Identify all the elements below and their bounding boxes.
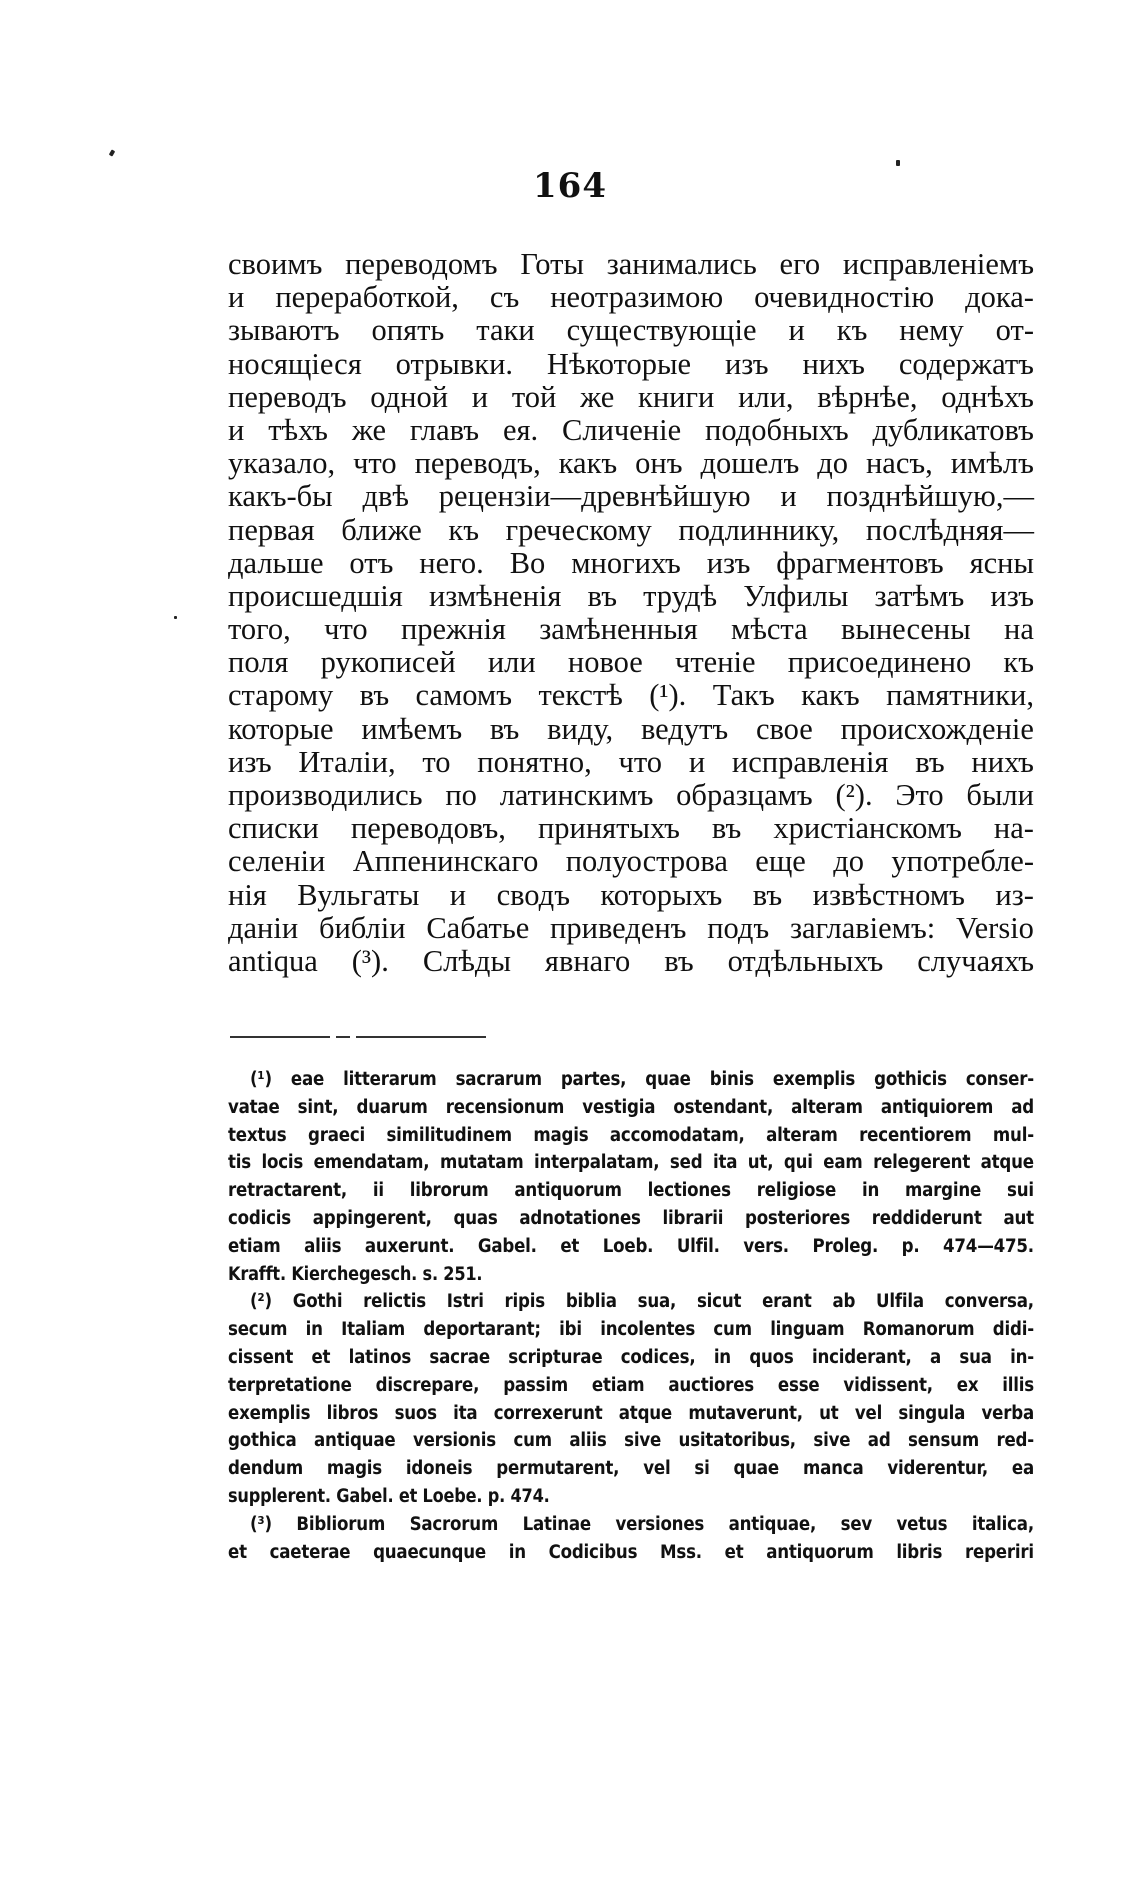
footnote-line: codicis appingerent, quas adnotationes librarii posteriores reddiderunt aut [228,1207,1034,1229]
text-line: селеніи Аппенинскаго полуострова еще до употребле- [228,844,1034,879]
text-line: дальше отъ него. Во многихъ изъ фрагментовъ ясны [228,545,1034,580]
footnote-line: Krafft. Kierchegesch. s. 251. [228,1263,483,1285]
text-line: своимъ переводомъ Готы занимались его исправленіемъ [228,247,1034,281]
footnote-line: retractarent, ii librorum antiquorum lectiones religiose in margine sui [228,1180,1034,1202]
text-line: зываютъ опять таки существующіе и къ нему от- [228,313,1034,348]
footnote-line: secum in Italiam deportarant; ibi incolentes cum linguam Romanorum didi- [228,1319,1034,1341]
footnote-line: cissent et latinos sacrae scripturae codices, in quos inciderant, a sua in- [228,1346,1034,1368]
footnote-line: (²) Gothi relictis Istri ripis biblia sua, sicut erant ab Ulfila conversa, [250,1291,1034,1313]
text-line: antiqua (³). Слѣды явнаго въ отдѣльныхъ случаяхъ [228,943,1034,978]
stray-mark [174,616,177,619]
footnote-line: et caeterae quaecunque in Codicibus Mss. et antiquorum libris reperiri [228,1541,1034,1563]
footnote-line: terpretatione discrepare, passim etiam auctiores esse vidissent, ex illis [228,1374,1034,1396]
footnote-line: textus graeci similitudinem magis accomodatam, alteram recentiorem mul- [228,1124,1034,1146]
text-line: носящіеся отрывки. Нѣкоторые изъ нихъ содержатъ [228,346,1034,381]
stray-mark [109,149,115,156]
footnotes [228,1066,1034,1566]
footnote-line: (³) Bibliorum Sacrorum Latinae versiones antiquae, sev vetus italica, [250,1513,1034,1535]
text-line: изъ Италіи, то понятно, что и исправленія въ нихъ [228,744,1034,779]
text-line: и тѣхъ же главъ ея. Сличеніе подобныхъ дубликатовъ [228,412,1034,447]
footnote-line: vatae sint, duarum recensionum vestigia ostendant, alteram antiquiorem ad [228,1096,1034,1118]
text-line: которые имѣемъ въ виду, ведутъ свое происхожденіе [228,711,1034,746]
text-line: какъ-бы двѣ рецензіи—древнѣйшую и позднѣйшую,— [228,479,1034,514]
text-line: и переработкой, съ неотразимою очевидностію дока- [228,280,1034,315]
text-line: поля рукописей или новое чтеніе присоединено къ [228,645,1034,680]
page-number: 164 [533,166,607,206]
footnote-line: etiam aliis auxerunt. Gabel. et Loeb. Ulfil. vers. Proleg. p. 474—475. [228,1235,1034,1257]
footnote-line: tis locis emendatam, mutatam interpalatam, sed ita ut, qui eam relegerent atque [228,1152,1034,1174]
footnote-line: gothica antiquae versionis cum aliis sive usitatoribus, sive ad sensum red- [228,1430,1034,1452]
text-line: переводъ одной и той же книги или, вѣрнѣе, однѣхъ [228,379,1034,414]
footnote-line: exemplis libros suos ita correxerunt atque mutaverunt, ut vel singula verba [228,1402,1034,1424]
text-line: производились по латинскимъ образцамъ (²). Это были [228,778,1034,812]
text-line: списки переводовъ, принятыхъ въ христіанскомъ на- [228,811,1034,846]
footnote-separator [230,1036,500,1038]
text-line: даніи библіи Сабатье приведенъ подъ заглавіемъ: Versio [228,910,1034,945]
footnote-line: dendum magis idoneis permutarent, vel si quae manca viderentur, ea [228,1458,1034,1480]
text-line: первая ближе къ греческому подлиннику, послѣдняя— [228,512,1034,547]
text-line: того, что прежнія замѣненныя мѣста вынесены на [228,612,1034,647]
footnote-line: (¹) eae litterarum sacrarum partes, quae binis exemplis gothicis conser- [250,1069,1034,1090]
text-line: старому въ самомъ текстѣ (¹). Такъ какъ памятники, [228,678,1034,713]
text-line: указало, что переводъ, какъ онъ дошелъ до насъ, имѣлъ [228,446,1034,481]
main-text [228,248,1034,978]
footnote-line: supplerent. Gabel. et Loebe. p. 474. [228,1485,550,1507]
text-line: происшедшія измѣненія въ трудѣ Улфилы затѣмъ изъ [228,578,1034,613]
text-line: нія Вульгаты и сводъ которыхъ въ извѣстномъ из- [228,877,1034,912]
